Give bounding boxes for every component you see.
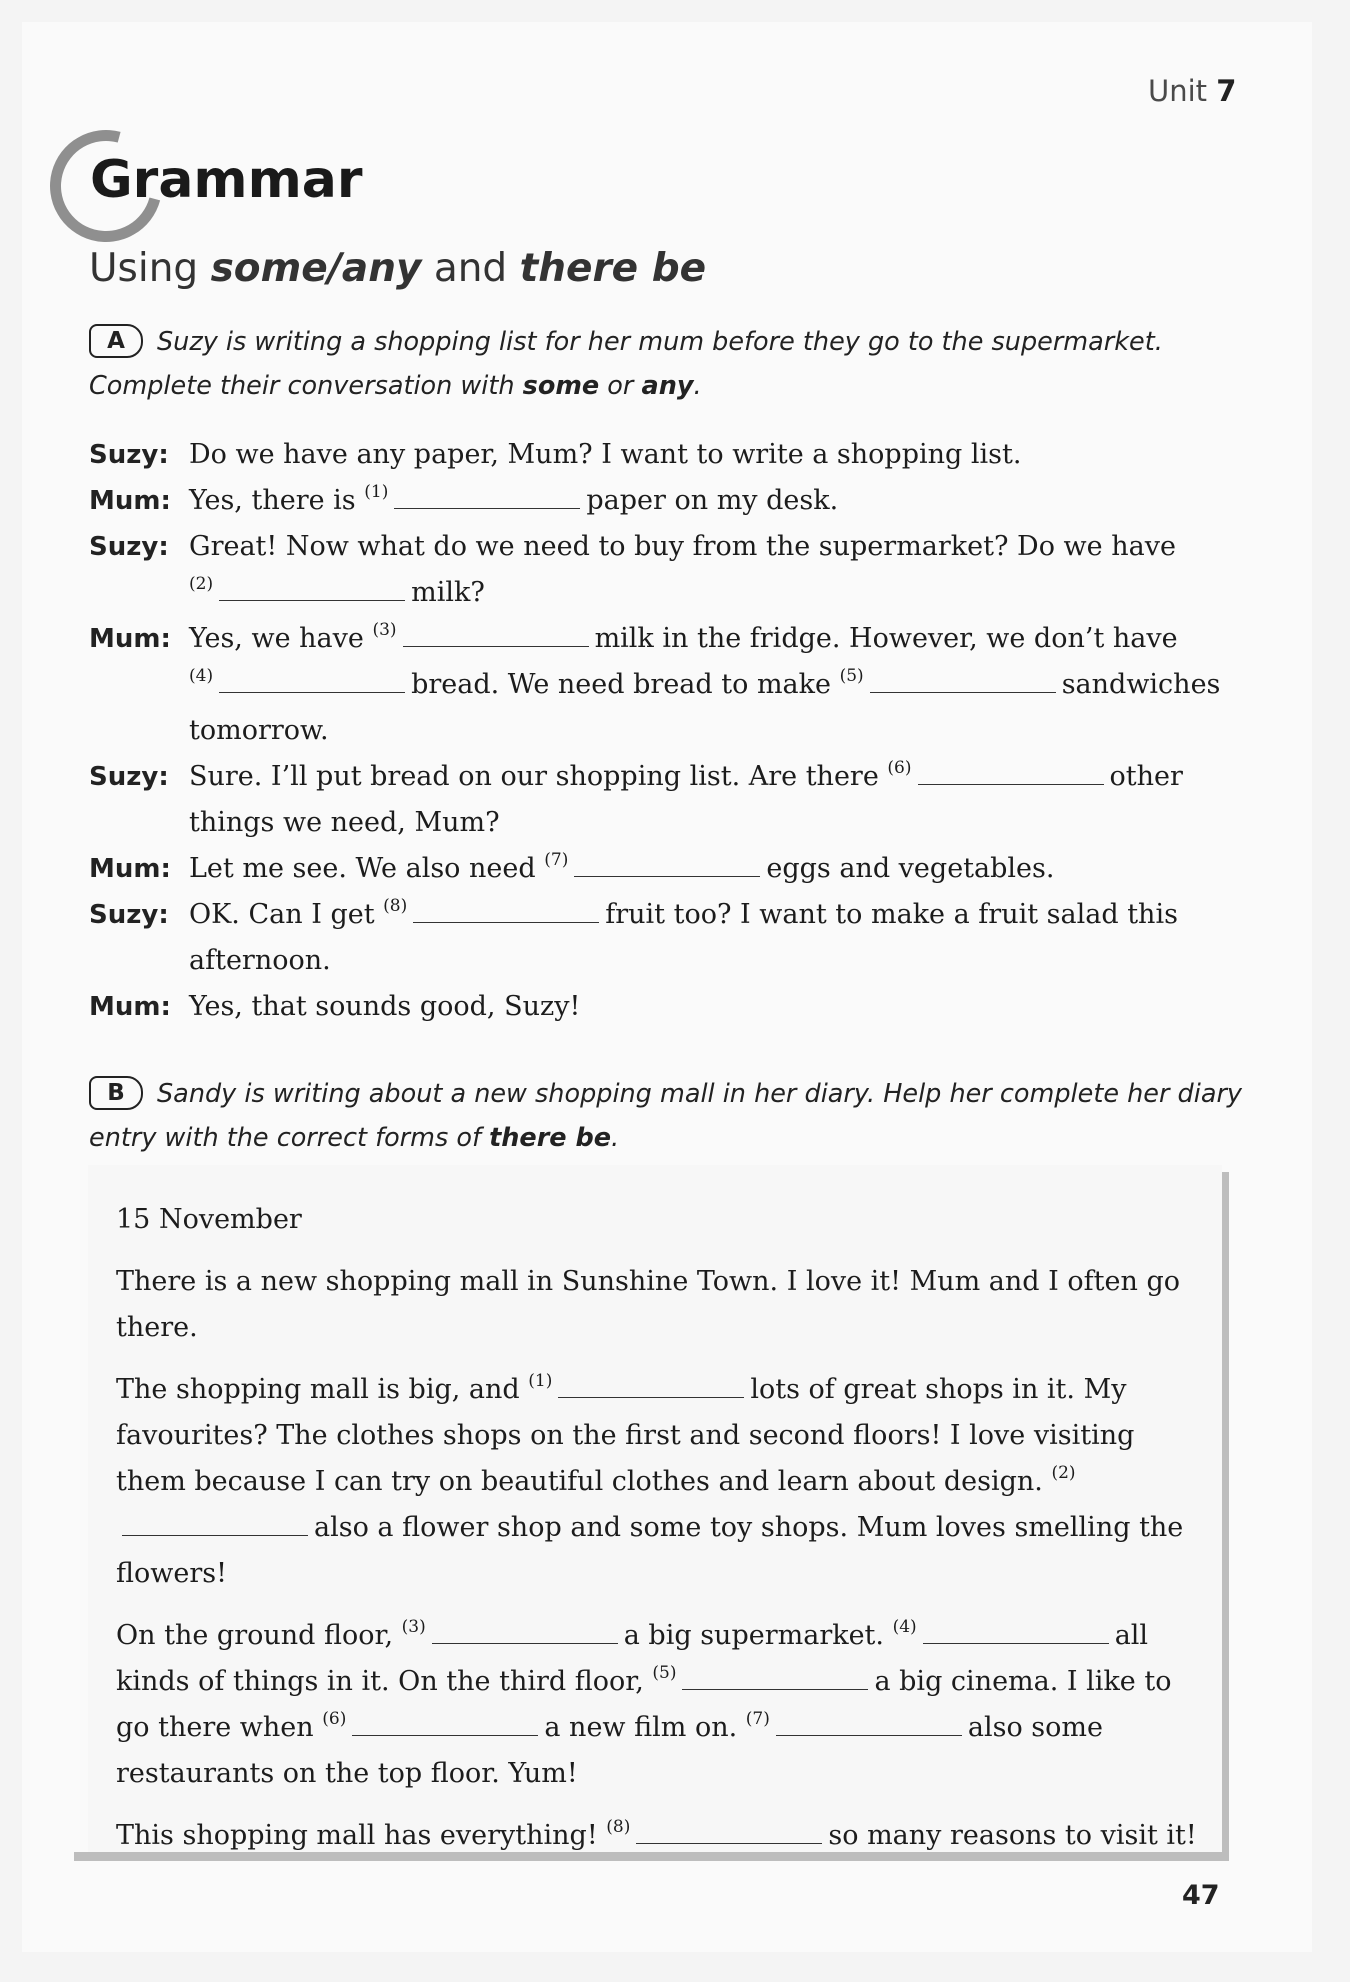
answer-blank[interactable]: [352, 1734, 538, 1736]
dialog-line: Suzy: OK. Can I get $^{(8)}$ fruit too? I want to make a fruit salad this afternoon.: [89, 896, 1178, 976]
diary-paragraph: The shopping mall is big, and $^{(1)}$ lots of great shops in it. My favourites? The clothes shops on the first and second floors! I love visiting them because I can try on beautiful clothes and learn about design. $^{(2)}$also a flower shop and some toy shops. Mum loves smelling the flowers!: [116, 1371, 1184, 1589]
conversation: [89, 432, 1249, 1030]
answer-blank[interactable]: [219, 599, 405, 601]
dialog-line: Suzy: Great! Now what do we need to buy from the supermarket? Do we have $^{(2)}$ milk?: [89, 531, 1176, 608]
dialog-line: Mum: Yes, we have $^{(3)}$ milk in the fridge. However, we don’t have $^{(4)}$ bread. We need bread to make $^{(5)}$ sandwiches tomorrow.: [89, 620, 1221, 746]
answer-blank[interactable]: [923, 1642, 1109, 1644]
answer-blank[interactable]: [122, 1534, 308, 1536]
answer-blank[interactable]: [682, 1688, 868, 1690]
exercise-b-instruction: B Sandy is writing about a new shopping mall in her diary. Help her complete her diary entry with the correct forms of there be.: [89, 1072, 1249, 1160]
section-title: Grammar: [90, 150, 363, 210]
diary-paragraph: On the ground floor, $^{(3)}$ a big supermarket. $^{(4)}$ all kinds of things in it. On the third floor, $^{(5)}$ a big cinema. I like to go there when $^{(6)}$ a new film on. $^{(7)}$ also some restaurants on the top floor. Yum!: [116, 1617, 1172, 1789]
dialog-line: Suzy: Do we have any paper, Mum? I want to write a shopping list.: [89, 439, 1022, 470]
answer-blank[interactable]: [870, 691, 1056, 693]
unit-label: Unit 7: [1148, 74, 1237, 108]
answer-blank[interactable]: [432, 1642, 618, 1644]
dialog-line: Suzy: Sure. I’ll put bread on our shopping list. Are there $^{(6)}$ other things we need, Mum?: [89, 758, 1183, 838]
answer-blank[interactable]: [558, 1396, 744, 1398]
dialog-line: Mum: Yes, there is $^{(1)}$ paper on my desk.: [89, 482, 839, 516]
answer-blank[interactable]: [776, 1734, 962, 1736]
answer-blank[interactable]: [636, 1842, 822, 1844]
answer-blank[interactable]: [394, 507, 580, 509]
exercise-b-badge: B: [89, 1076, 143, 1110]
dialog-line: Mum: Let me see. We also need $^{(7)}$ eggs and vegetables.: [89, 850, 1055, 884]
answer-blank[interactable]: [413, 921, 599, 923]
diary-paragraph: There is a new shopping mall in Sunshine Town. I love it! Mum and I often go there.: [116, 1266, 1180, 1343]
exercise-a-instruction: A Suzy is writing a shopping list for her mum before they go to the supermarket. Complete their conversation with some or any.: [89, 320, 1249, 408]
exercise-a-badge: A: [89, 324, 143, 358]
diary-date: 15 November: [116, 1204, 302, 1235]
subtitle: Using some/any and there be: [89, 246, 707, 291]
diary-entry-box: [88, 1165, 1222, 1852]
dialog-line: Mum: Yes, that sounds good, Suzy!: [89, 991, 581, 1022]
diary-shadow: [1222, 1172, 1229, 1860]
answer-blank[interactable]: [918, 783, 1104, 785]
page-number: 47: [1182, 1880, 1220, 1911]
diary-paragraph: This shopping mall has everything! $^{(8)}$ so many reasons to visit it!: [116, 1817, 1197, 1851]
answer-blank[interactable]: [574, 875, 760, 877]
answer-blank[interactable]: [219, 691, 405, 693]
answer-blank[interactable]: [403, 645, 589, 647]
